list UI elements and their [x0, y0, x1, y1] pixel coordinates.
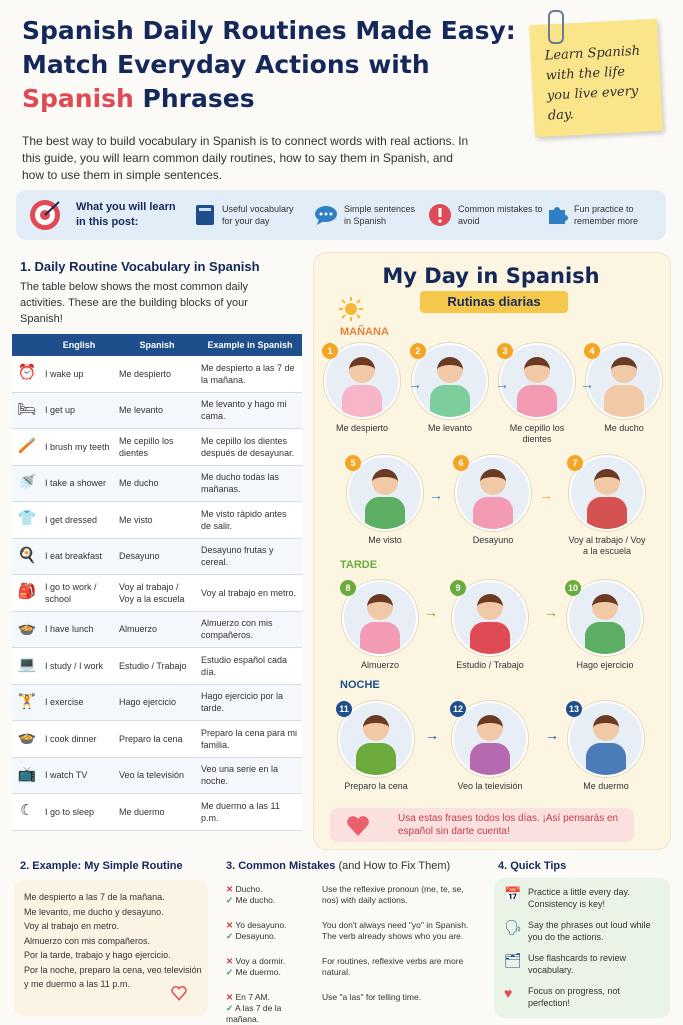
step-number: 7	[567, 455, 583, 471]
step-caption: Voy al trabajo / Voy a la escuela	[568, 535, 646, 556]
step-caption: Estudio / Trabajo	[456, 660, 524, 670]
arrow-icon: →	[580, 376, 594, 392]
step-number: 5	[345, 455, 361, 471]
wrong-phrase: Voy a dormir.	[235, 956, 286, 966]
wrong-phrase: Yo desayuno.	[235, 920, 287, 930]
step-caption: Almuerzo	[360, 660, 399, 670]
section-3-heading	[226, 860, 450, 872]
learn-item-label: Simple sentences in Spanish	[344, 204, 416, 226]
example-line: Voy al trabajo en metro.	[24, 921, 120, 931]
paperclip-icon	[548, 10, 564, 44]
learn-item	[194, 190, 302, 240]
right-phrase: A las 7 de la mañana.	[226, 1003, 282, 1024]
routine-step	[453, 455, 533, 546]
section-3-heading-rest: (and How to Fix Them)	[335, 860, 451, 872]
english-cell: I get up	[42, 392, 116, 429]
spanish-cell: Estudio / Trabajo	[116, 648, 198, 685]
routine-step	[410, 343, 490, 434]
english-cell: I have lunch	[42, 611, 116, 648]
check-icon: ✓	[226, 967, 234, 977]
example-cell: Veo una serie en la noche.	[198, 757, 302, 794]
sticky-note-text: Learn Spanish with the life you live every day.	[544, 43, 641, 124]
table-row	[12, 356, 302, 392]
tip-text: Say the phrases out loud while you do the actions.	[528, 920, 651, 942]
tip-item	[504, 886, 664, 910]
title-line-3: Phrases	[133, 84, 255, 113]
night-label: NOCHE	[340, 679, 380, 691]
arrow-icon: →	[539, 487, 553, 503]
speaking-head-icon: 🗣	[504, 919, 522, 935]
english-cell: I exercise	[42, 684, 116, 721]
moon-icon: ☾	[20, 802, 34, 820]
cross-icon: ✕	[226, 884, 234, 894]
panel-footer	[330, 808, 634, 842]
backpack-icon: 🎒	[17, 583, 37, 601]
check-icon: ✓	[226, 1003, 234, 1013]
tv-icon: 📺	[17, 765, 37, 783]
wrong-phrase: En 7 AM.	[235, 992, 270, 1002]
arrow-icon: →	[544, 604, 558, 620]
spanish-cell: Preparo la cena	[116, 721, 198, 758]
mistake-note: Use the reflexive pronoun (me, te, se, nos) with daily actions.	[322, 884, 464, 905]
arrow-icon: →	[495, 376, 509, 392]
routine-step	[565, 580, 645, 671]
routine-step	[450, 580, 530, 671]
flashcards-icon: 🗂	[504, 952, 522, 968]
heart-icon: ♥	[504, 985, 513, 1001]
step-number: 13	[566, 701, 582, 717]
column-header: Spanish	[116, 334, 198, 356]
cross-icon: ✕	[226, 992, 234, 1002]
title-line-2: Match Everyday Actions with	[22, 50, 430, 79]
tip-text: Focus on progress, not perfection!	[528, 986, 621, 1008]
table-row	[12, 721, 302, 758]
step-caption: Me duermo	[583, 781, 629, 791]
alarm-clock-icon: ⏰	[17, 364, 37, 382]
example-line: Por la tarde, trabajo y hago ejercicio.	[24, 950, 171, 960]
step-caption: Me cepillo los dientes	[509, 423, 565, 444]
panel-footer-text: Usa estas frases todos los días. ¡Así pensarás en español sin darte cuenta!	[398, 813, 619, 837]
example-cell: Me despierto a las 7 de la mañana.	[198, 356, 302, 392]
learn-item	[546, 190, 664, 240]
step-number: 6	[453, 455, 469, 471]
step-caption: Veo la televisión	[457, 781, 523, 791]
section-2-heading: 2. Example: My Simple Routine	[20, 860, 183, 872]
toothbrush-icon: 🪥	[17, 437, 37, 455]
table-row	[12, 502, 302, 539]
page-title	[22, 14, 522, 116]
english-cell: I get dressed	[42, 502, 116, 539]
routine-step	[340, 580, 420, 671]
example-line: y me duermo a las 11 p.m.	[24, 979, 130, 989]
learn-item	[314, 190, 422, 240]
heart-icon	[346, 815, 370, 837]
learn-bar	[16, 190, 666, 240]
step-number: 11	[336, 701, 352, 717]
right-phrase: Desayuno.	[235, 931, 277, 941]
lunch-bowl-icon: 🍲	[17, 619, 37, 637]
shower-icon: 🚿	[17, 473, 37, 491]
english-cell: I wake up	[42, 356, 116, 392]
arrow-icon: →	[408, 376, 422, 392]
learn-heading: What you will learn in this post:	[76, 201, 176, 228]
example-cell: Me duermo a las 11 p.m.	[198, 794, 302, 831]
cross-icon: ✕	[226, 956, 234, 966]
column-header: English	[42, 334, 116, 356]
table-row	[12, 429, 302, 466]
spanish-cell: Me ducho	[116, 465, 198, 502]
example-cell: Me levanto y hago mi cama.	[198, 392, 302, 429]
example-line: Me despierto a las 7 de la mañana.	[24, 892, 165, 902]
right-phrase: Me duermo.	[235, 967, 281, 977]
table-row	[12, 684, 302, 721]
breakfast-icon: 🍳	[17, 546, 37, 564]
spanish-cell: Me visto	[116, 502, 198, 539]
step-caption: Me ducho	[604, 423, 644, 433]
wrong-phrase: Ducho.	[235, 884, 263, 894]
chat-icon	[314, 204, 338, 226]
pot-icon: 🍲	[17, 729, 37, 747]
table-row	[12, 611, 302, 648]
panel-banner: Rutinas diarias	[420, 291, 568, 313]
spanish-cell: Me cepillo los dientes	[116, 429, 198, 466]
shirt-icon: 👕	[17, 510, 37, 528]
routine-step	[336, 701, 416, 792]
english-cell: I take a shower	[42, 465, 116, 502]
sun-icon	[338, 296, 364, 322]
arrow-icon: →	[545, 727, 559, 743]
table-row	[12, 757, 302, 794]
step-caption: Me despierto	[335, 423, 389, 433]
routine-step	[322, 343, 402, 434]
learn-heading-block	[28, 190, 186, 240]
routine-step	[566, 701, 646, 792]
tip-text: Use flashcards to review vocabulary.	[528, 953, 627, 975]
check-icon: ✓	[226, 895, 234, 905]
spanish-cell: Me duermo	[116, 794, 198, 831]
english-cell: I brush my teeth	[42, 429, 116, 466]
step-caption: Preparo la cena	[344, 781, 408, 791]
learn-item	[428, 190, 543, 240]
section-3-heading-main: 3. Common Mistakes	[226, 860, 336, 872]
example-cell: Voy al trabajo en metro.	[198, 575, 302, 612]
tip-item	[504, 952, 664, 976]
example-line: Por la noche, preparo la cena, veo televisión	[24, 964, 202, 975]
example-cell: Me ducho todas las mañanas.	[198, 465, 302, 502]
heart-doodle-icon	[170, 985, 188, 1001]
step-number: 4	[584, 343, 600, 359]
english-cell: I go to sleep	[42, 794, 116, 831]
mistake-note: For routines, reflexive verbs are more natural.	[322, 956, 464, 977]
step-number: 2	[410, 343, 426, 359]
routine-step	[450, 701, 530, 792]
arrow-icon: →	[425, 727, 439, 743]
step-caption: Me visto	[368, 535, 402, 545]
intro-text: The best way to build vocabulary in Spanish is to connect words with real actions. In this guide, you will learn common daily routines, how to say them in Spanish, and how to use them in simple sentences.	[22, 134, 469, 182]
tip-item	[504, 919, 664, 943]
table-row	[12, 794, 302, 831]
arrow-icon: →	[429, 487, 443, 503]
panel-title: My Day in Spanish	[382, 264, 600, 288]
spanish-cell: Hago ejercicio	[116, 684, 198, 721]
learn-item-label: Useful vocabulary for your day	[222, 204, 294, 226]
table-row	[12, 575, 302, 612]
tip-text: Practice a little every day. Consistency is key!	[528, 887, 630, 909]
step-caption: Me levanto	[427, 423, 473, 433]
example-cell: Me visto rápido antes de salir.	[198, 502, 302, 539]
example-line: Almuerzo con mis compañeros.	[24, 935, 151, 946]
cross-icon: ✕	[226, 920, 234, 930]
section-1-text: The table below shows the most common daily activities. These are the building blocks of your Spanish!	[20, 281, 249, 325]
step-number: 12	[450, 701, 466, 717]
english-cell: I watch TV	[42, 757, 116, 794]
table-row	[12, 538, 302, 575]
example-cell: Desayuno frutas y cereal.	[198, 538, 302, 575]
section-1-heading: 1. Daily Routine Vocabulary in Spanish	[20, 259, 260, 274]
calendar-icon: 📅	[504, 886, 522, 902]
learn-item-label: Common mistakes to avoid	[458, 204, 543, 226]
spanish-cell: Almuerzo	[116, 611, 198, 648]
spanish-cell: Voy al trabajo / Voy a la escuela	[116, 575, 198, 612]
spanish-cell: Me levanto	[116, 392, 198, 429]
step-number: 3	[497, 343, 513, 359]
vocab-table	[12, 334, 302, 831]
mistake-note: You don't always need "yo" in Spanish. The verb already shows who you are.	[322, 920, 469, 941]
warning-icon	[428, 203, 452, 227]
section-4-heading: 4. Quick Tips	[498, 860, 567, 872]
book-icon	[194, 203, 216, 227]
english-cell: I go to work / school	[42, 575, 116, 612]
table-header-row	[12, 334, 302, 356]
check-icon: ✓	[226, 931, 234, 941]
puzzle-icon	[546, 204, 568, 226]
step-caption: Hago ejercicio	[576, 660, 634, 670]
table-row	[12, 648, 302, 685]
example-cell: Almuerzo con mis compañeros.	[198, 611, 302, 648]
dumbbell-icon: 🏋	[17, 692, 37, 710]
spanish-cell: Desayuno	[116, 538, 198, 575]
spanish-cell: Me despierto	[116, 356, 198, 392]
example-cell: Estudio español cada día.	[198, 648, 302, 685]
english-cell: I study / I work	[42, 648, 116, 685]
example-cell: Preparo la cena para mi familia.	[198, 721, 302, 758]
step-number: 10	[565, 580, 581, 596]
afternoon-label: TARDE	[340, 559, 378, 571]
step-number: 1	[322, 343, 338, 359]
english-cell: I cook dinner	[42, 721, 116, 758]
routine-step	[567, 455, 647, 557]
example-line: Me levanto, me ducho y desayuno.	[24, 906, 164, 917]
step-caption: Desayuno	[472, 535, 514, 545]
mistake-note: Use "a las" for telling time.	[322, 992, 422, 1002]
morning-label: MAÑANA	[340, 326, 389, 338]
table-row	[12, 465, 302, 502]
laptop-icon: 💻	[17, 656, 37, 674]
step-number: 9	[450, 580, 466, 596]
right-phrase: Me ducho.	[235, 895, 276, 905]
english-cell: I eat breakfast	[42, 538, 116, 575]
spanish-cell: Veo la televisión	[116, 757, 198, 794]
title-line-1: Spanish Daily Routines Made Easy:	[22, 16, 516, 45]
routine-step	[345, 455, 425, 546]
learn-item-label: Fun practice to remember more	[574, 204, 639, 226]
column-header: Example in Spanish	[198, 334, 302, 356]
example-cell: Hago ejercicio por la tarde.	[198, 684, 302, 721]
example-cell: Me cepillo los dientes después de desayunar.	[198, 429, 302, 466]
step-number: 8	[340, 580, 356, 596]
target-icon	[28, 198, 62, 232]
tip-item	[504, 985, 664, 1009]
routine-step	[497, 343, 577, 445]
routine-step	[584, 343, 664, 434]
arrow-icon: →	[424, 604, 438, 620]
bed-icon: 🛏	[17, 400, 37, 418]
table-row	[12, 392, 302, 429]
title-accent: Spanish	[22, 84, 134, 113]
